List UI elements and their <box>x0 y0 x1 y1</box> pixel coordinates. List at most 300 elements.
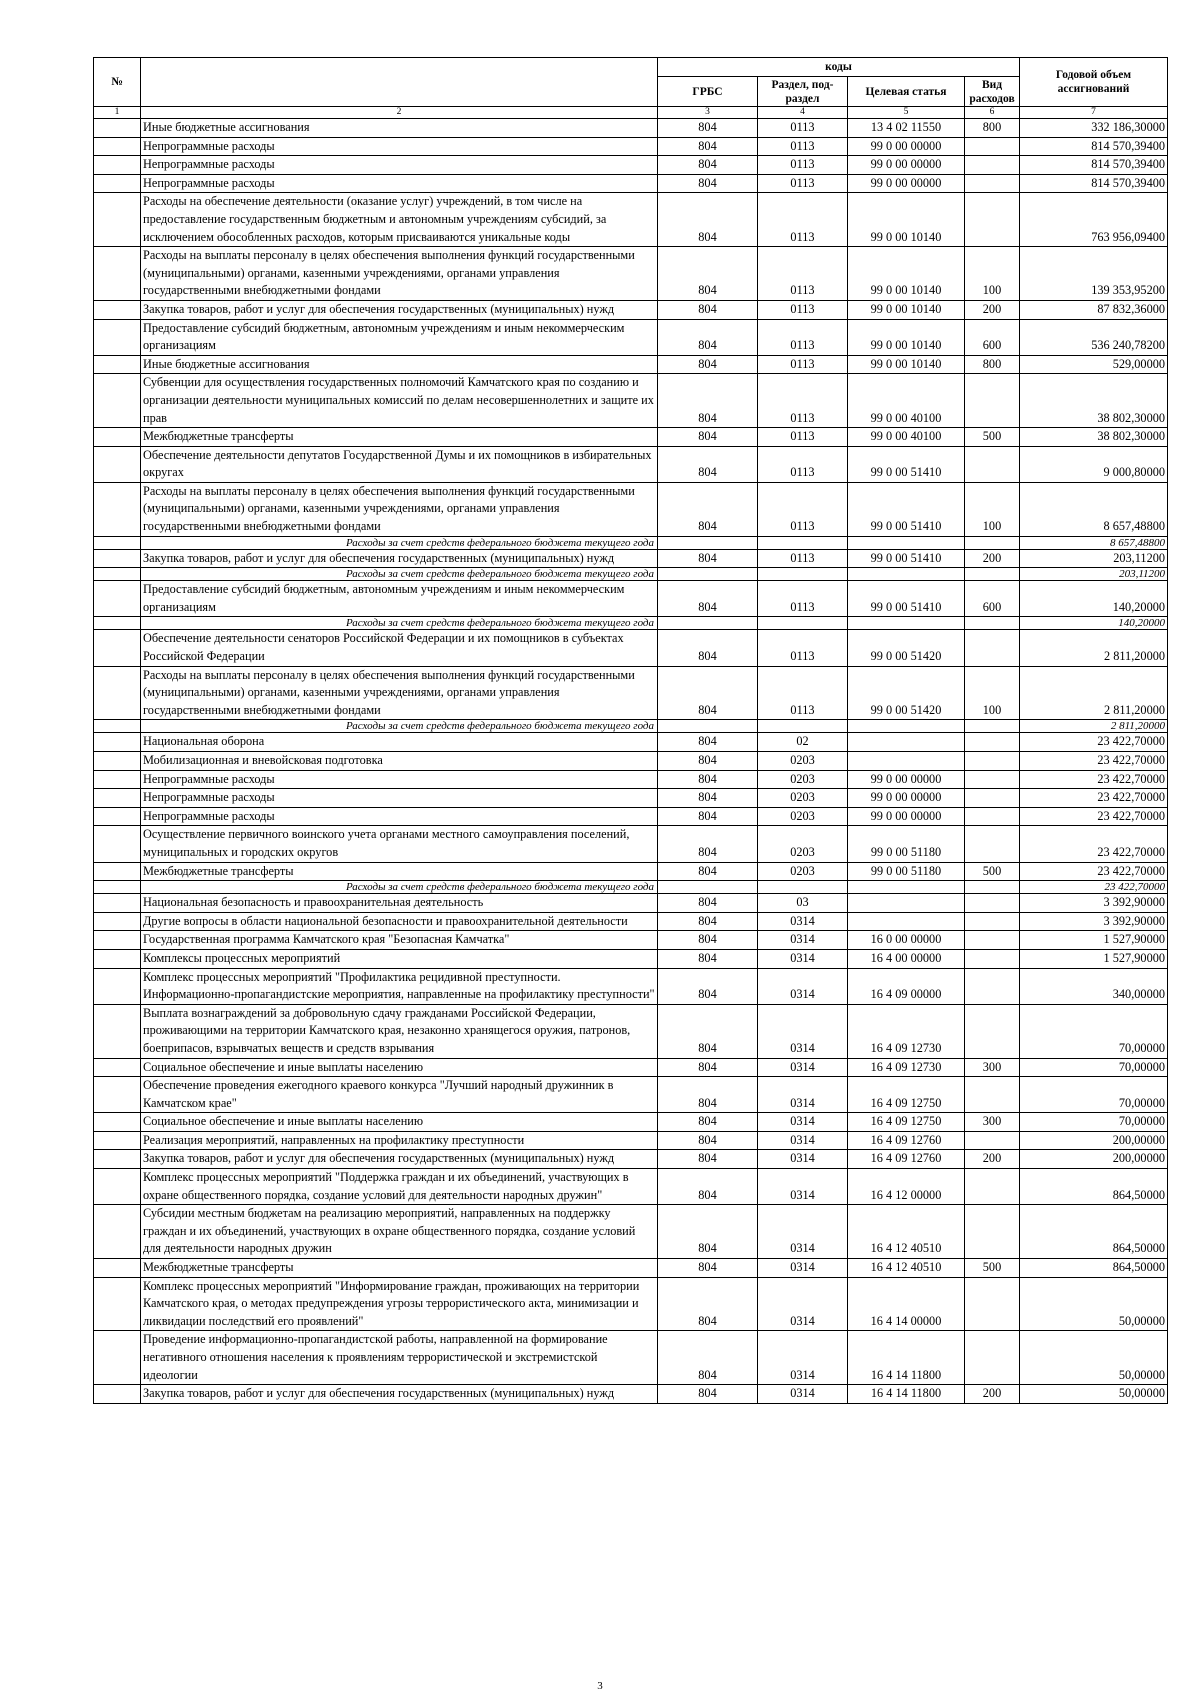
table-header <box>94 58 1168 119</box>
row-vid-raskhodov: 100 <box>965 666 1020 720</box>
row-amount: 814 570,39400 <box>1020 156 1168 175</box>
row-vid-raskhodov <box>965 1077 1020 1113</box>
row-razdel <box>758 617 848 630</box>
row-celevaya-statya: 99 0 00 00000 <box>848 807 965 826</box>
row-name: Государственная программа Камчатского края "Безопасная Камчатка" <box>141 931 658 950</box>
row-name: Реализация мероприятий, направленных на профилактику преступности <box>141 1131 658 1150</box>
row-grbs: 804 <box>658 789 758 808</box>
row-number <box>94 912 141 931</box>
row-razdel: 0203 <box>758 770 848 789</box>
row-grbs: 804 <box>658 193 758 247</box>
row-amount: 139 353,95200 <box>1020 247 1168 301</box>
row-amount: 1 527,90000 <box>1020 949 1168 968</box>
row-razdel: 0314 <box>758 1004 848 1058</box>
row-grbs: 804 <box>658 319 758 355</box>
col-number: 6 <box>965 107 1020 119</box>
row-celevaya-statya: 16 4 09 12760 <box>848 1150 965 1169</box>
row-vid-raskhodov: 800 <box>965 119 1020 138</box>
row-amount: 70,00000 <box>1020 1058 1168 1077</box>
row-grbs: 804 <box>658 300 758 319</box>
row-grbs: 804 <box>658 482 758 536</box>
table-row <box>94 770 1168 789</box>
col-number: 5 <box>848 107 965 119</box>
row-name: Расходы на выплаты персоналу в целях обеспечения выполнения функций государственными (муниципальными) органами, казенными учреждениями, органами управления государственными внебюджетными фондами <box>141 666 658 720</box>
header-kody: коды <box>658 58 1020 77</box>
col-number: 4 <box>758 107 848 119</box>
table-row <box>94 119 1168 138</box>
budget-document <box>93 57 1167 1404</box>
row-vid-raskhodov <box>965 826 1020 862</box>
row-number <box>94 881 141 894</box>
table-row <box>94 1277 1168 1331</box>
row-amount: 864,50000 <box>1020 1169 1168 1205</box>
row-amount: 23 422,70000 <box>1020 752 1168 771</box>
row-number <box>94 482 141 536</box>
row-razdel: 0314 <box>758 968 848 1004</box>
row-number <box>94 752 141 771</box>
row-vid-raskhodov <box>965 1331 1020 1385</box>
row-name: Непрограммные расходы <box>141 137 658 156</box>
table-row <box>94 1150 1168 1169</box>
row-razdel: 0314 <box>758 1169 848 1205</box>
row-name: Комплексы процессных мероприятий <box>141 949 658 968</box>
row-number <box>94 931 141 950</box>
row-razdel: 0314 <box>758 931 848 950</box>
row-number <box>94 137 141 156</box>
row-grbs: 804 <box>658 912 758 931</box>
table-row <box>94 862 1168 881</box>
row-celevaya-statya: 16 4 09 12730 <box>848 1058 965 1077</box>
row-name: Комплекс процессных мероприятий "Поддержка граждан и их объединений, участвующих в охране общественного порядка, создание условий для деятельности народных дружин" <box>141 1169 658 1205</box>
row-vid-raskhodov <box>965 807 1020 826</box>
row-vid-raskhodov <box>965 536 1020 549</box>
row-vid-raskhodov <box>965 137 1020 156</box>
row-vid-raskhodov <box>965 1004 1020 1058</box>
row-razdel: 0203 <box>758 752 848 771</box>
row-number <box>94 193 141 247</box>
row-celevaya-statya: 99 0 00 51180 <box>848 826 965 862</box>
table-row <box>94 428 1168 447</box>
row-amount: 864,50000 <box>1020 1205 1168 1259</box>
row-amount: 23 422,70000 <box>1020 789 1168 808</box>
table-row <box>94 826 1168 862</box>
row-number <box>94 174 141 193</box>
row-number <box>94 1205 141 1259</box>
row-celevaya-statya: 99 0 00 10140 <box>848 193 965 247</box>
table-row <box>94 752 1168 771</box>
row-celevaya-statya: 16 4 09 00000 <box>848 968 965 1004</box>
row-razdel: 0113 <box>758 355 848 374</box>
row-vid-raskhodov <box>965 156 1020 175</box>
row-amount: 814 570,39400 <box>1020 137 1168 156</box>
row-number <box>94 1150 141 1169</box>
row-grbs: 804 <box>658 1331 758 1385</box>
row-celevaya-statya: 99 0 00 40100 <box>848 428 965 447</box>
row-razdel: 0113 <box>758 446 848 482</box>
table-row-federal-note <box>94 568 1168 581</box>
row-grbs: 804 <box>658 733 758 752</box>
row-name: Расходы за счет средств федерального бюджета текущего года <box>141 617 658 630</box>
row-celevaya-statya: 16 4 09 12730 <box>848 1004 965 1058</box>
row-razdel: 0113 <box>758 428 848 447</box>
row-amount: 23 422,70000 <box>1020 770 1168 789</box>
row-celevaya-statya: 99 0 00 00000 <box>848 174 965 193</box>
row-number <box>94 156 141 175</box>
row-vid-raskhodov <box>965 931 1020 950</box>
row-razdel: 0113 <box>758 193 848 247</box>
row-amount: 2 811,20000 <box>1020 666 1168 720</box>
table-row <box>94 1169 1168 1205</box>
col-number: 7 <box>1020 107 1168 119</box>
row-name: Комплекс процессных мероприятий "Информирование граждан, проживающих на территории Камчатского края, о методах предупреждения угрозы террористического акта, минимизации и ликвидации последствий его проявлений" <box>141 1277 658 1331</box>
row-celevaya-statya <box>848 894 965 913</box>
row-grbs: 804 <box>658 1131 758 1150</box>
row-number <box>94 1169 141 1205</box>
table-row <box>94 789 1168 808</box>
row-grbs: 804 <box>658 752 758 771</box>
row-grbs: 804 <box>658 119 758 138</box>
table-row <box>94 912 1168 931</box>
row-razdel: 0314 <box>758 1385 848 1404</box>
row-grbs: 804 <box>658 247 758 301</box>
row-celevaya-statya <box>848 568 965 581</box>
row-razdel: 0203 <box>758 807 848 826</box>
row-amount: 50,00000 <box>1020 1385 1168 1404</box>
row-razdel <box>758 720 848 733</box>
row-name: Выплата вознаграждений за добровольную сдачу гражданами Российской Федерации, проживающими на территории Камчатского края, незаконно хранящегося оружия, патронов, боеприпасов, взрывчатых веществ и средств взрывания <box>141 1004 658 1058</box>
row-number <box>94 770 141 789</box>
header-grbs: ГРБС <box>658 77 758 107</box>
row-number <box>94 666 141 720</box>
row-name: Субсидии местным бюджетам на реализацию мероприятий, направленных на поддержку граждан и их объединений, участвующих в охране общественного порядка, создание условий для деятельности народных дружин <box>141 1205 658 1259</box>
page-number: 3 <box>597 1680 603 1692</box>
table-row <box>94 193 1168 247</box>
row-vid-raskhodov <box>965 789 1020 808</box>
row-grbs: 804 <box>658 894 758 913</box>
table-row <box>94 319 1168 355</box>
row-amount: 70,00000 <box>1020 1077 1168 1113</box>
row-amount: 2 811,20000 <box>1020 720 1168 733</box>
row-vid-raskhodov <box>965 630 1020 666</box>
row-vid-raskhodov: 600 <box>965 319 1020 355</box>
row-amount: 200,00000 <box>1020 1150 1168 1169</box>
row-number <box>94 568 141 581</box>
row-name: Расходы за счет средств федерального бюджета текущего года <box>141 536 658 549</box>
row-number <box>94 617 141 630</box>
row-celevaya-statya: 16 4 00 00000 <box>848 949 965 968</box>
row-razdel: 02 <box>758 733 848 752</box>
row-razdel: 0314 <box>758 1205 848 1259</box>
row-amount: 50,00000 <box>1020 1277 1168 1331</box>
row-razdel: 0113 <box>758 581 848 617</box>
row-vid-raskhodov <box>965 174 1020 193</box>
row-amount: 23 422,70000 <box>1020 881 1168 894</box>
row-grbs: 804 <box>658 428 758 447</box>
row-razdel: 03 <box>758 894 848 913</box>
row-amount: 9 000,80000 <box>1020 446 1168 482</box>
row-name: Расходы за счет средств федерального бюджета текущего года <box>141 720 658 733</box>
table-row <box>94 1385 1168 1404</box>
row-amount: 38 802,30000 <box>1020 374 1168 428</box>
col-number: 1 <box>94 107 141 119</box>
row-celevaya-statya: 99 0 00 51410 <box>848 482 965 536</box>
row-celevaya-statya: 99 0 00 51420 <box>848 666 965 720</box>
table-row <box>94 630 1168 666</box>
row-celevaya-statya: 99 0 00 10140 <box>848 355 965 374</box>
row-vid-raskhodov <box>965 881 1020 894</box>
header-vid: Вид расходов <box>965 77 1020 107</box>
row-name: Межбюджетные трансферты <box>141 862 658 881</box>
table-row <box>94 968 1168 1004</box>
row-number <box>94 1385 141 1404</box>
row-vid-raskhodov <box>965 193 1020 247</box>
row-grbs: 804 <box>658 862 758 881</box>
row-grbs: 804 <box>658 807 758 826</box>
row-vid-raskhodov <box>965 617 1020 630</box>
row-name: Закупка товаров, работ и услуг для обеспечения государственных (муниципальных) нужд <box>141 300 658 319</box>
row-celevaya-statya: 99 0 00 51420 <box>848 630 965 666</box>
row-name: Национальная безопасность и правоохранительная деятельность <box>141 894 658 913</box>
row-razdel: 0113 <box>758 319 848 355</box>
row-vid-raskhodov: 200 <box>965 1150 1020 1169</box>
row-vid-raskhodov: 100 <box>965 247 1020 301</box>
row-name: Непрограммные расходы <box>141 770 658 789</box>
row-razdel: 0314 <box>758 1150 848 1169</box>
row-number <box>94 894 141 913</box>
row-number <box>94 374 141 428</box>
row-amount: 3 392,90000 <box>1020 912 1168 931</box>
row-grbs: 804 <box>658 446 758 482</box>
row-vid-raskhodov: 800 <box>965 355 1020 374</box>
row-celevaya-statya: 99 0 00 00000 <box>848 156 965 175</box>
header-no: № <box>94 58 141 107</box>
row-amount: 23 422,70000 <box>1020 862 1168 881</box>
row-razdel: 0113 <box>758 630 848 666</box>
row-amount: 2 811,20000 <box>1020 630 1168 666</box>
row-grbs: 804 <box>658 770 758 789</box>
row-number <box>94 1113 141 1132</box>
row-number <box>94 1331 141 1385</box>
row-name: Другие вопросы в области национальной безопасности и правоохранительной деятельности <box>141 912 658 931</box>
row-amount: 529,00000 <box>1020 355 1168 374</box>
row-amount: 38 802,30000 <box>1020 428 1168 447</box>
row-name: Предоставление субсидий бюджетным, автономным учреждениям и иным некоммерческим организациям <box>141 319 658 355</box>
row-celevaya-statya <box>848 617 965 630</box>
row-number <box>94 826 141 862</box>
row-grbs: 804 <box>658 630 758 666</box>
row-grbs: 804 <box>658 549 758 568</box>
row-number <box>94 319 141 355</box>
row-celevaya-statya <box>848 720 965 733</box>
table-row <box>94 174 1168 193</box>
table-row <box>94 355 1168 374</box>
row-celevaya-statya: 16 4 09 12750 <box>848 1113 965 1132</box>
row-name: Расходы за счет средств федерального бюджета текущего года <box>141 568 658 581</box>
row-vid-raskhodov <box>965 912 1020 931</box>
col-number: 2 <box>141 107 658 119</box>
row-razdel: 0113 <box>758 247 848 301</box>
row-name: Расходы на выплаты персоналу в целях обеспечения выполнения функций государственными (муниципальными) органами, казенными учреждениями, органами управления государственными внебюджетными фондами <box>141 247 658 301</box>
row-celevaya-statya: 99 0 00 51410 <box>848 446 965 482</box>
row-vid-raskhodov: 100 <box>965 482 1020 536</box>
row-amount: 8 657,48800 <box>1020 482 1168 536</box>
row-celevaya-statya: 16 4 12 40510 <box>848 1205 965 1259</box>
table-row <box>94 807 1168 826</box>
table-row-federal-note <box>94 617 1168 630</box>
row-vid-raskhodov <box>965 1277 1020 1331</box>
row-vid-raskhodov: 200 <box>965 300 1020 319</box>
row-name: Расходы на обеспечение деятельности (оказание услуг) учреждений, в том числе на предоставление государственным бюджетным и автономным учреждениям субсидий, за исключением обособленных расходов, которым присваиваются уникальные коды <box>141 193 658 247</box>
row-name: Расходы за счет средств федерального бюджета текущего года <box>141 881 658 894</box>
row-number <box>94 446 141 482</box>
row-number <box>94 300 141 319</box>
row-grbs: 804 <box>658 968 758 1004</box>
row-number <box>94 1131 141 1150</box>
row-name: Обеспечение деятельности депутатов Государственной Думы и их помощников в избирательных округах <box>141 446 658 482</box>
row-amount: 70,00000 <box>1020 1004 1168 1058</box>
row-grbs: 804 <box>658 949 758 968</box>
row-grbs: 804 <box>658 374 758 428</box>
row-razdel: 0314 <box>758 1077 848 1113</box>
row-celevaya-statya: 16 4 12 40510 <box>848 1259 965 1278</box>
row-amount: 140,20000 <box>1020 617 1168 630</box>
row-number <box>94 789 141 808</box>
row-vid-raskhodov: 200 <box>965 1385 1020 1404</box>
row-vid-raskhodov <box>965 968 1020 1004</box>
table-row <box>94 156 1168 175</box>
row-razdel: 0113 <box>758 300 848 319</box>
row-name: Социальное обеспечение и иные выплаты населению <box>141 1113 658 1132</box>
row-name: Комплекс процессных мероприятий "Профилактика рецидивной преступности. Информационно-пропагандистские мероприятия, направленные на профилактику преступности" <box>141 968 658 1004</box>
row-number <box>94 1259 141 1278</box>
row-vid-raskhodov: 500 <box>965 862 1020 881</box>
table-row <box>94 1331 1168 1385</box>
row-celevaya-statya: 99 0 00 51410 <box>848 549 965 568</box>
row-razdel: 0203 <box>758 826 848 862</box>
row-grbs <box>658 617 758 630</box>
row-number <box>94 119 141 138</box>
table-row <box>94 949 1168 968</box>
row-vid-raskhodov <box>965 568 1020 581</box>
row-celevaya-statya: 99 0 00 10140 <box>848 247 965 301</box>
table-row <box>94 733 1168 752</box>
row-amount: 23 422,70000 <box>1020 826 1168 862</box>
row-razdel: 0314 <box>758 1331 848 1385</box>
row-celevaya-statya <box>848 733 965 752</box>
row-vid-raskhodov <box>965 1169 1020 1205</box>
table-row <box>94 1113 1168 1132</box>
row-grbs <box>658 720 758 733</box>
row-name: Иные бюджетные ассигнования <box>141 119 658 138</box>
row-grbs: 804 <box>658 581 758 617</box>
row-amount: 140,20000 <box>1020 581 1168 617</box>
table-row-federal-note <box>94 881 1168 894</box>
row-grbs: 804 <box>658 1058 758 1077</box>
row-name: Иные бюджетные ассигнования <box>141 355 658 374</box>
row-vid-raskhodov: 500 <box>965 1259 1020 1278</box>
row-grbs <box>658 881 758 894</box>
row-razdel: 0314 <box>758 1058 848 1077</box>
row-grbs: 804 <box>658 826 758 862</box>
row-celevaya-statya: 16 4 12 00000 <box>848 1169 965 1205</box>
header-celevaya: Целевая статья <box>848 77 965 107</box>
row-amount: 763 956,09400 <box>1020 193 1168 247</box>
row-celevaya-statya: 99 0 00 00000 <box>848 137 965 156</box>
col-number: 3 <box>658 107 758 119</box>
row-amount: 87 832,36000 <box>1020 300 1168 319</box>
row-celevaya-statya: 13 4 02 11550 <box>848 119 965 138</box>
row-number <box>94 355 141 374</box>
table-row <box>94 894 1168 913</box>
row-number <box>94 1004 141 1058</box>
row-celevaya-statya: 99 0 00 10140 <box>848 319 965 355</box>
row-name: Осуществление первичного воинского учета органами местного самоуправления поселений, муниципальных и городских округов <box>141 826 658 862</box>
row-razdel <box>758 536 848 549</box>
row-razdel: 0113 <box>758 549 848 568</box>
row-name: Предоставление субсидий бюджетным, автономным учреждениям и иным некоммерческим организациям <box>141 581 658 617</box>
table-row <box>94 666 1168 720</box>
row-celevaya-statya: 16 0 00 00000 <box>848 931 965 950</box>
row-name: Непрограммные расходы <box>141 156 658 175</box>
table-row <box>94 1004 1168 1058</box>
row-vid-raskhodov <box>965 733 1020 752</box>
row-name: Национальная оборона <box>141 733 658 752</box>
budget-table <box>93 57 1168 1404</box>
row-vid-raskhodov <box>965 720 1020 733</box>
row-name: Мобилизационная и вневойсковая подготовка <box>141 752 658 771</box>
row-celevaya-statya <box>848 881 965 894</box>
row-razdel: 0314 <box>758 1277 848 1331</box>
table-row <box>94 1131 1168 1150</box>
row-grbs: 804 <box>658 1113 758 1132</box>
table-row <box>94 374 1168 428</box>
row-celevaya-statya <box>848 912 965 931</box>
row-amount: 8 657,48800 <box>1020 536 1168 549</box>
table-row <box>94 1077 1168 1113</box>
row-name: Закупка товаров, работ и услуг для обеспечения государственных (муниципальных) нужд <box>141 1385 658 1404</box>
row-amount: 203,11200 <box>1020 568 1168 581</box>
row-amount: 23 422,70000 <box>1020 733 1168 752</box>
row-amount: 340,00000 <box>1020 968 1168 1004</box>
row-number <box>94 1077 141 1113</box>
table-row <box>94 931 1168 950</box>
table-row <box>94 1058 1168 1077</box>
row-celevaya-statya: 99 0 00 51180 <box>848 862 965 881</box>
row-vid-raskhodov <box>965 894 1020 913</box>
row-vid-raskhodov <box>965 446 1020 482</box>
row-amount: 814 570,39400 <box>1020 174 1168 193</box>
row-number <box>94 536 141 549</box>
row-name: Межбюджетные трансферты <box>141 428 658 447</box>
row-razdel: 0314 <box>758 949 848 968</box>
row-celevaya-statya <box>848 536 965 549</box>
row-amount: 200,00000 <box>1020 1131 1168 1150</box>
row-name: Социальное обеспечение и иные выплаты населению <box>141 1058 658 1077</box>
header-obem: Годовой объем ассигнований <box>1020 58 1168 107</box>
row-name: Непрограммные расходы <box>141 789 658 808</box>
row-number <box>94 549 141 568</box>
row-number <box>94 968 141 1004</box>
table-row <box>94 549 1168 568</box>
row-razdel: 0314 <box>758 1131 848 1150</box>
row-grbs <box>658 536 758 549</box>
row-grbs: 804 <box>658 137 758 156</box>
row-amount: 864,50000 <box>1020 1259 1168 1278</box>
row-amount: 536 240,78200 <box>1020 319 1168 355</box>
row-name: Закупка товаров, работ и услуг для обеспечения государственных (муниципальных) нужд <box>141 1150 658 1169</box>
row-razdel: 0113 <box>758 174 848 193</box>
row-number <box>94 1058 141 1077</box>
